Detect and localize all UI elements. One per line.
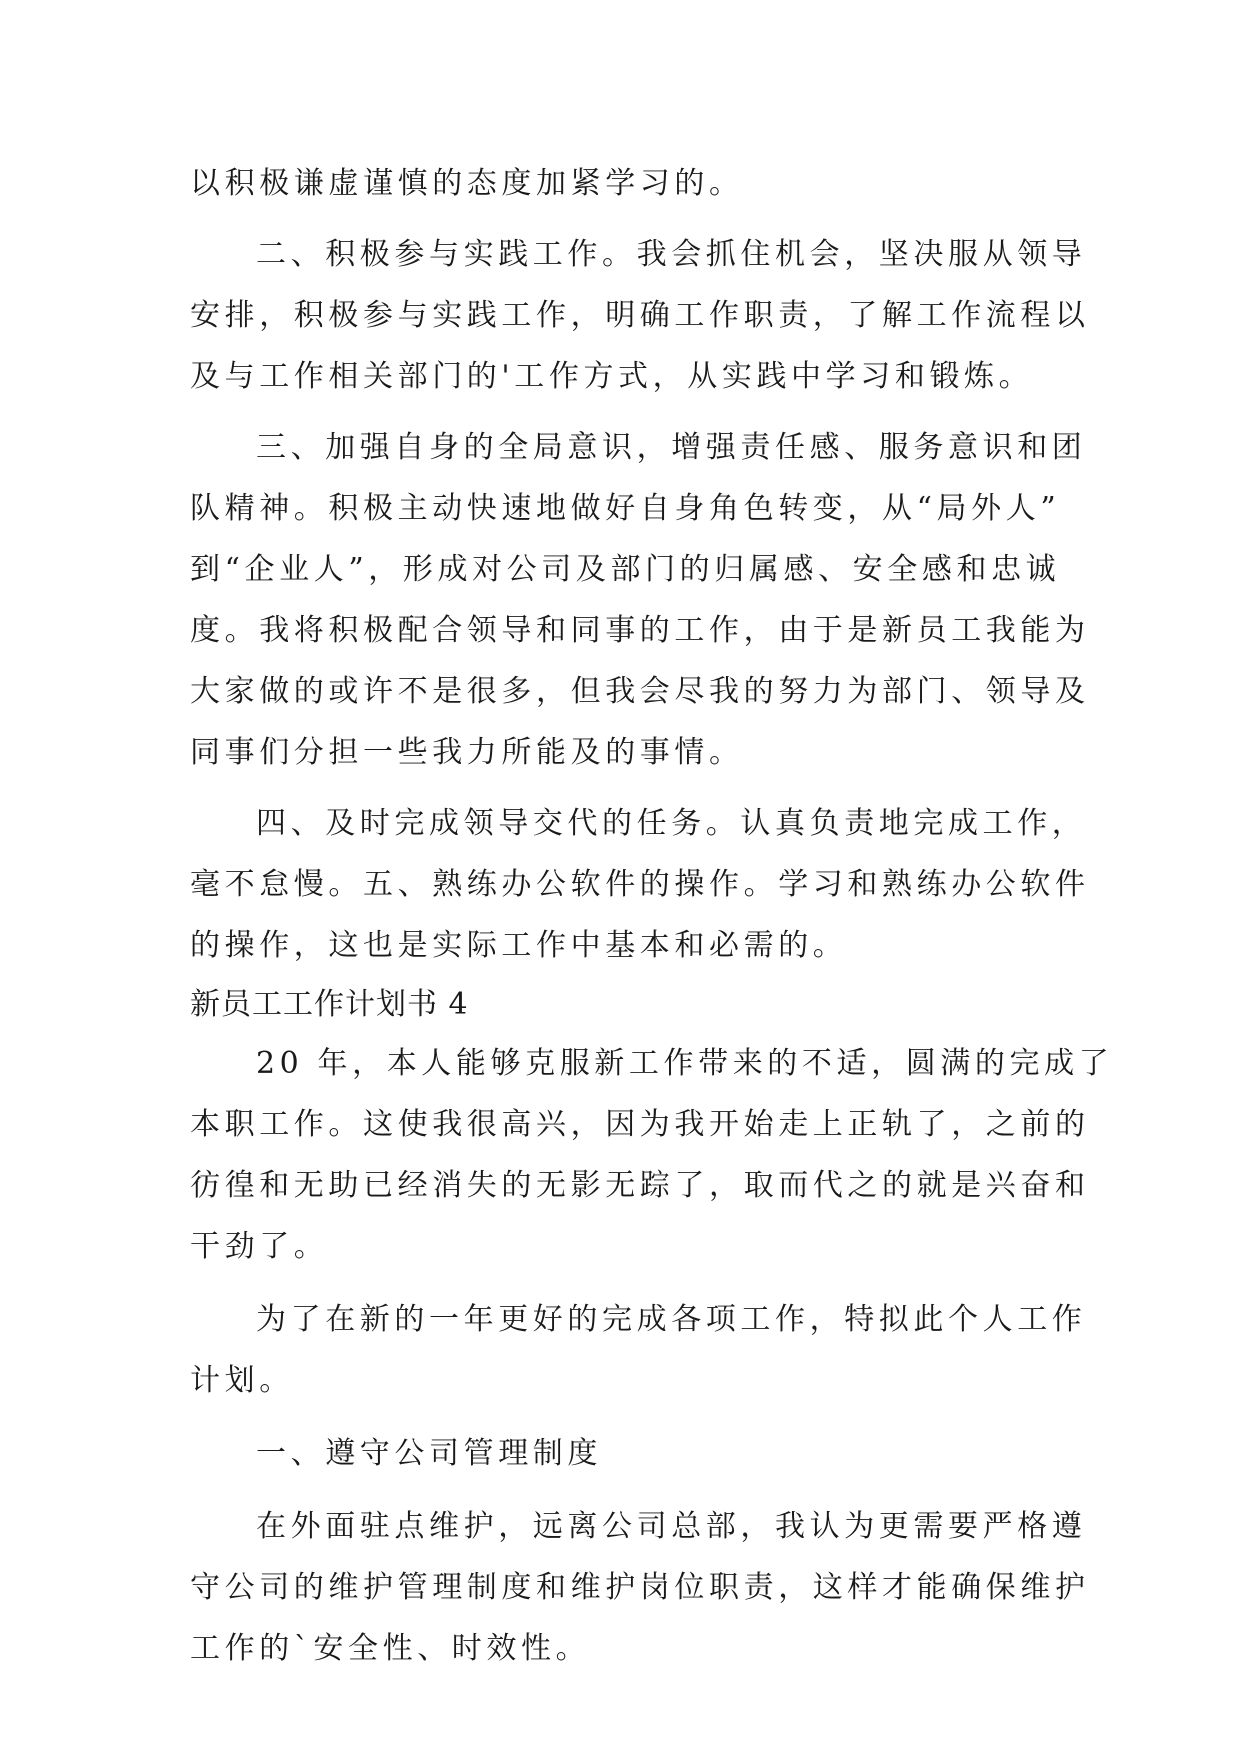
text-line: 在外面驻点维护，远离公司总部，我认为更需要严格遵 [256,1509,1087,1544]
paragraph [190,224,1090,407]
text-line: 的操作，这也是实际工作中基本和必需的。 [190,928,848,963]
text-line: 本职工作。这使我很高兴，因为我开始走上正轨了，之前的 [190,1107,1090,1142]
paragraph [190,153,1055,214]
paragraph [190,1289,1087,1411]
paragraph [190,1033,1114,1277]
text-line: 毫不怠慢。五、熟练办公软件的操作。学习和熟练办公软件 [190,867,1090,902]
paragraph [190,1496,1090,1679]
text-line: 守公司的维护管理制度和维护岗位职责，这样才能确保维护 [190,1570,1090,1605]
text-line: 度。我将积极配合领导和同事的工作，由于是新员工我能为 [190,613,1090,648]
text-line: 一、遵守公司管理制度 [256,1436,602,1471]
text-line: 队精神。积极主动快速地做好自身角色转变，从“局外人” [190,491,1061,526]
text-line: 彷徨和无助已经消失的无影无踪了，取而代之的就是兴奋和 [190,1168,1090,1203]
section-heading: 新员工工作计划书 4 [190,987,469,1022]
text-line: 安排，积极参与实践工作，明确工作职责，了解工作流程以 [190,298,1090,333]
text-line: 为了在新的一年更好的完成各项工作，特拟此个人工作 [256,1302,1087,1337]
text-line: 以积极谦虚谨慎的态度加紧学习的。 [190,166,744,201]
text-line: 二、积极参与实践工作。我会抓住机会，坚决服从领导 [256,237,1087,272]
text-line: 20 年，本人能够克服新工作带来的不适，圆满的完成了 [256,1046,1114,1081]
text-line: 到“企业人”，形成对公司及部门的归属感、安全感和忠诚 [190,552,1061,587]
text-line: 三、加强自身的全局意识，增强责任感、服务意识和团 [256,430,1087,465]
paragraph [190,793,1090,976]
text-line: 及与工作相关部门的'工作方式，从实践中学习和锻炼。 [190,359,1034,394]
text-line: 干劲了。 [190,1229,329,1264]
paragraph [190,417,1090,783]
text-line: 大家做的或许不是很多，但我会尽我的努力为部门、领导及 [190,674,1090,709]
document-body [190,153,1114,1679]
text-line: 工作的`安全性、时效性。 [190,1631,591,1666]
paragraph [190,1423,1055,1484]
text-line: 同事们分担一些我力所能及的事情。 [190,735,744,770]
text-line: 四、及时完成领导交代的任务。认真负责地完成工作， [256,806,1087,841]
text-line: 计划。 [190,1363,294,1398]
